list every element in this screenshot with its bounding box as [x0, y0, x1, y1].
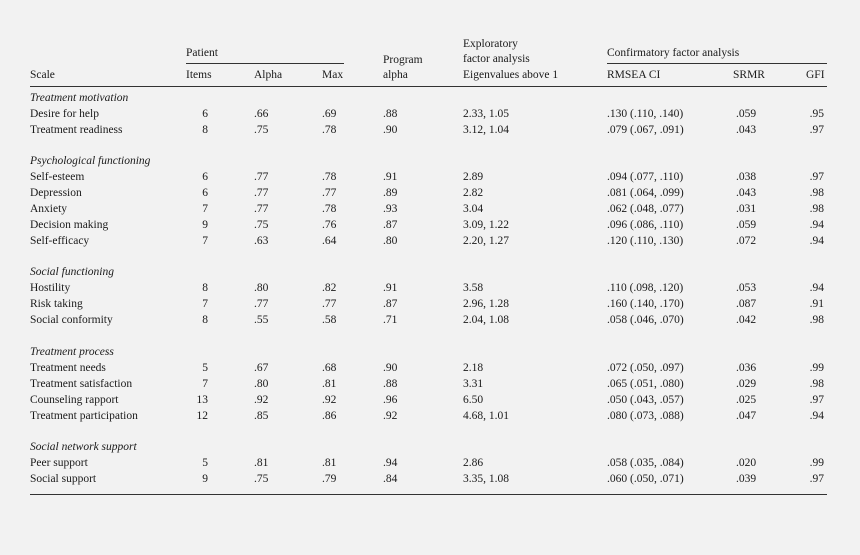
cell-rmsea: .065 (.051, .080) — [607, 378, 684, 390]
cell-gfi: .98 — [809, 187, 824, 199]
col-header-items: Items — [186, 69, 212, 81]
cell-alpha: .92 — [254, 394, 269, 406]
cell-eigenvalues: 4.68, 1.01 — [463, 410, 509, 422]
cell-scale: Treatment participation — [30, 410, 138, 422]
cell-max: .77 — [322, 298, 337, 310]
table-row — [0, 473, 860, 489]
cell-gfi: .98 — [809, 378, 824, 390]
cell-eigenvalues: 2.82 — [463, 187, 484, 199]
cell-rmsea: .120 (.110, .130) — [607, 235, 684, 247]
cell-gfi: .98 — [809, 203, 824, 215]
col-header-max: Max — [322, 69, 344, 81]
efa-header-line1: Exploratory — [463, 38, 518, 50]
cell-program-alpha: .90 — [383, 124, 398, 136]
cell-gfi: .97 — [809, 124, 824, 136]
header-bottom-rule — [30, 86, 827, 87]
cell-program-alpha: .91 — [383, 171, 398, 183]
section-title: Treatment process — [30, 346, 114, 358]
cell-rmsea: .110 (.098, .120) — [607, 282, 684, 294]
cell-eigenvalues: 3.09, 1.22 — [463, 219, 509, 231]
col-header-srmr: SRMR — [733, 69, 765, 81]
cell-max: .81 — [322, 457, 337, 469]
efa-header-line2: factor analysis — [463, 53, 530, 65]
cell-scale: Hostility — [30, 282, 71, 294]
cfa-group-rule — [607, 63, 827, 64]
cell-program-alpha: .87 — [383, 219, 398, 231]
cell-program-alpha: .71 — [383, 314, 398, 326]
cell-scale: Risk taking — [30, 298, 83, 310]
cell-rmsea: .096 (.086, .110) — [607, 219, 684, 231]
cell-scale: Treatment needs — [30, 362, 106, 374]
col-header-gfi: GFI — [806, 69, 825, 81]
section-title: Treatment motivation — [30, 92, 129, 104]
cell-items: 8 — [202, 282, 208, 294]
cell-program-alpha: .91 — [383, 282, 398, 294]
cell-scale: Counseling rapport — [30, 394, 119, 406]
table-row — [0, 282, 860, 298]
cell-rmsea: .058 (.035, .084) — [607, 457, 684, 469]
cell-scale: Social conformity — [30, 314, 113, 326]
cell-program-alpha: .92 — [383, 410, 398, 422]
cell-scale: Treatment readiness — [30, 124, 123, 136]
cell-alpha: .67 — [254, 362, 269, 374]
cell-max: .78 — [322, 171, 337, 183]
cell-srmr: .043 — [736, 124, 757, 136]
cell-eigenvalues: 2.20, 1.27 — [463, 235, 509, 247]
cell-max: .68 — [322, 362, 337, 374]
cell-program-alpha: .90 — [383, 362, 398, 374]
cell-gfi: .97 — [809, 473, 824, 485]
cell-items: 9 — [202, 219, 208, 231]
cell-items: 8 — [202, 124, 208, 136]
cell-rmsea: .060 (.050, .071) — [607, 473, 684, 485]
table-row — [0, 235, 860, 251]
cell-gfi: .99 — [809, 362, 824, 374]
cell-rmsea: .079 (.067, .091) — [607, 124, 684, 136]
table-row — [0, 124, 860, 140]
cell-items: 9 — [202, 473, 208, 485]
cell-srmr: .020 — [736, 457, 757, 469]
cell-program-alpha: .96 — [383, 394, 398, 406]
cell-max: .81 — [322, 378, 337, 390]
cell-srmr: .087 — [736, 298, 757, 310]
cell-srmr: .031 — [736, 203, 757, 215]
cell-gfi: .99 — [809, 457, 824, 469]
cell-alpha: .81 — [254, 457, 269, 469]
col-header-alpha: Alpha — [254, 69, 283, 81]
cell-srmr: .039 — [736, 473, 757, 485]
cell-rmsea: .130 (.110, .140) — [607, 108, 684, 120]
cell-scale: Treatment satisfaction — [30, 378, 133, 390]
cell-rmsea: .058 (.046, .070) — [607, 314, 684, 326]
cell-scale: Self-esteem — [30, 171, 85, 183]
cell-eigenvalues: 2.18 — [463, 362, 484, 374]
table-row — [0, 362, 860, 378]
cell-rmsea: .094 (.077, .110) — [607, 171, 684, 183]
program-alpha-header-line1: Program — [383, 54, 423, 66]
col-header-rmsea: RMSEA CI — [607, 69, 661, 81]
cell-eigenvalues: 2.89 — [463, 171, 484, 183]
table-row — [0, 314, 860, 330]
cell-items: 6 — [202, 171, 208, 183]
cell-items: 6 — [202, 187, 208, 199]
table-row — [0, 219, 860, 235]
cell-max: .78 — [322, 203, 337, 215]
cell-eigenvalues: 6.50 — [463, 394, 484, 406]
cell-srmr: .047 — [736, 410, 757, 422]
cell-items: 7 — [202, 235, 208, 247]
cell-eigenvalues: 2.04, 1.08 — [463, 314, 509, 326]
cell-srmr: .043 — [736, 187, 757, 199]
cell-items: 5 — [202, 457, 208, 469]
cell-srmr: .059 — [736, 219, 757, 231]
cfa-group-header: Confirmatory factor analysis — [607, 47, 740, 59]
cell-eigenvalues: 3.58 — [463, 282, 484, 294]
cell-scale: Depression — [30, 187, 82, 199]
cell-alpha: .77 — [254, 187, 269, 199]
cell-alpha: .77 — [254, 171, 269, 183]
cell-max: .69 — [322, 108, 337, 120]
table-row — [0, 394, 860, 410]
cell-alpha: .77 — [254, 298, 269, 310]
efa-header-line3: Eigenvalues above 1 — [463, 69, 559, 81]
cell-program-alpha: .88 — [383, 108, 398, 120]
cell-rmsea: .062 (.048, .077) — [607, 203, 684, 215]
cell-rmsea: .081 (.064, .099) — [607, 187, 684, 199]
cell-gfi: .94 — [809, 235, 824, 247]
cell-rmsea: .050 (.043, .057) — [607, 394, 684, 406]
cell-max: .79 — [322, 473, 337, 485]
table-row — [0, 457, 860, 473]
cell-items: 7 — [202, 203, 208, 215]
cell-rmsea: .080 (.073, .088) — [607, 410, 684, 422]
table-row — [0, 108, 860, 124]
cell-program-alpha: .80 — [383, 235, 398, 247]
cell-eigenvalues: 3.04 — [463, 203, 484, 215]
cell-scale: Desire for help — [30, 108, 99, 120]
cell-gfi: .98 — [809, 314, 824, 326]
section-title: Social functioning — [30, 266, 115, 278]
cell-alpha: .80 — [254, 282, 269, 294]
cell-alpha: .85 — [254, 410, 269, 422]
cell-max: .64 — [322, 235, 337, 247]
cell-alpha: .63 — [254, 235, 269, 247]
cell-srmr: .029 — [736, 378, 757, 390]
cell-items: 7 — [202, 378, 208, 390]
table-row — [0, 378, 860, 394]
cell-srmr: .025 — [736, 394, 757, 406]
cell-max: .58 — [322, 314, 337, 326]
cell-scale: Self-efficacy — [30, 235, 90, 247]
cell-eigenvalues: 2.33, 1.05 — [463, 108, 509, 120]
cell-program-alpha: .88 — [383, 378, 398, 390]
cell-gfi: .94 — [809, 219, 824, 231]
cell-gfi: .95 — [809, 108, 824, 120]
table-row — [0, 171, 860, 187]
cell-max: .86 — [322, 410, 337, 422]
table-row — [0, 203, 860, 219]
cell-eigenvalues: 2.96, 1.28 — [463, 298, 509, 310]
cell-program-alpha: .94 — [383, 457, 398, 469]
cell-items: 6 — [202, 108, 208, 120]
col-header-scale: Scale — [30, 69, 55, 81]
cell-alpha: .80 — [254, 378, 269, 390]
cell-rmsea: .072 (.050, .097) — [607, 362, 684, 374]
cell-program-alpha: .87 — [383, 298, 398, 310]
cell-items: 12 — [196, 410, 208, 422]
cell-scale: Peer support — [30, 457, 88, 469]
table-bottom-rule — [30, 494, 827, 495]
cell-srmr: .059 — [736, 108, 757, 120]
cell-items: 8 — [202, 314, 208, 326]
cell-alpha: .75 — [254, 473, 269, 485]
section-title: Social network support — [30, 441, 137, 453]
cell-gfi: .97 — [809, 394, 824, 406]
cell-srmr: .036 — [736, 362, 757, 374]
cell-alpha: .55 — [254, 314, 269, 326]
cell-max: .76 — [322, 219, 337, 231]
cell-eigenvalues: 3.35, 1.08 — [463, 473, 509, 485]
cell-program-alpha: .93 — [383, 203, 398, 215]
cell-eigenvalues: 3.31 — [463, 378, 484, 390]
cell-scale: Decision making — [30, 219, 109, 231]
table-row — [0, 298, 860, 314]
cell-srmr: .053 — [736, 282, 757, 294]
cell-eigenvalues: 3.12, 1.04 — [463, 124, 509, 136]
cell-alpha: .75 — [254, 124, 269, 136]
cell-srmr: .038 — [736, 171, 757, 183]
cell-max: .82 — [322, 282, 337, 294]
cell-alpha: .75 — [254, 219, 269, 231]
cell-max: .77 — [322, 187, 337, 199]
patient-group-header: Patient — [186, 47, 218, 59]
cell-rmsea: .160 (.140, .170) — [607, 298, 684, 310]
cell-program-alpha: .89 — [383, 187, 398, 199]
cell-gfi: .97 — [809, 171, 824, 183]
section-title: Psychological functioning — [30, 155, 151, 167]
cell-scale: Anxiety — [30, 203, 68, 215]
cell-alpha: .66 — [254, 108, 269, 120]
cell-srmr: .042 — [736, 314, 757, 326]
cell-gfi: .94 — [809, 282, 824, 294]
cell-eigenvalues: 2.86 — [463, 457, 484, 469]
cell-srmr: .072 — [736, 235, 757, 247]
cell-max: .78 — [322, 124, 337, 136]
table-row — [0, 187, 860, 203]
cell-max: .92 — [322, 394, 337, 406]
cell-items: 13 — [196, 394, 208, 406]
program-alpha-header-line2: alpha — [383, 69, 408, 81]
patient-group-rule — [186, 63, 344, 64]
cell-gfi: .91 — [809, 298, 824, 310]
cell-alpha: .77 — [254, 203, 269, 215]
cell-scale: Social support — [30, 473, 97, 485]
cell-gfi: .94 — [809, 410, 824, 422]
cell-program-alpha: .84 — [383, 473, 398, 485]
cell-items: 5 — [202, 362, 208, 374]
table-row — [0, 410, 860, 426]
cell-items: 7 — [202, 298, 208, 310]
